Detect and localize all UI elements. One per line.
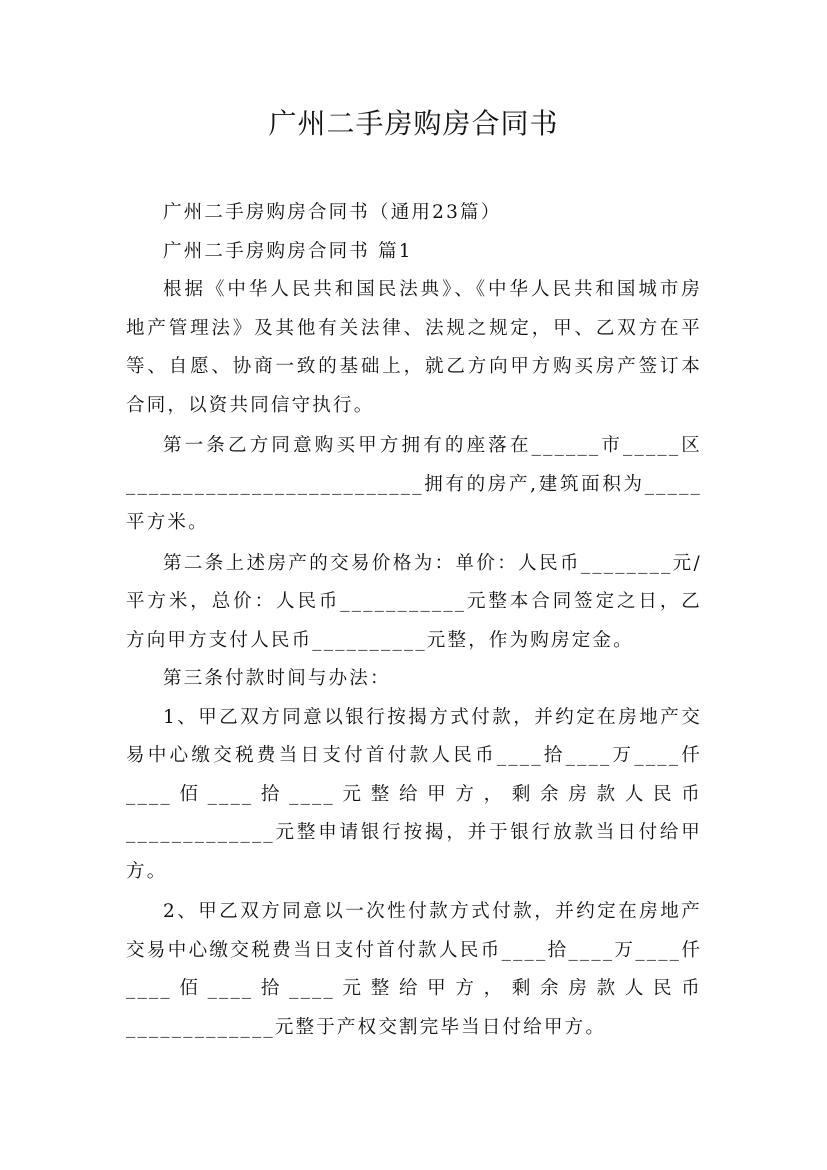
paragraph-article-3-heading: 第三条付款时间与办法： <box>163 668 391 689</box>
paragraph-payment-option-2: 2、甲乙双方同意以一次性付款方式付款，并约定在房地产交易中心缴交税费当日支付首付款人民币____拾____万____仟____佰____拾____元整给甲方，剩余房款人民币_____________元整于产权交割完毕当日付给甲方。 <box>126 901 702 1038</box>
paragraph-payment-option-1: 1、甲乙双方同意以银行按揭方式付款，并约定在房地产交易中心缴交税费当日支付首付款人民币____拾____万____仟____佰____拾____元整给甲方，剩余房款人民币_____________元整申请银行按揭，并于银行放款当日付给甲方。 <box>126 706 702 882</box>
paragraph-article-1: 第一条乙方同意购买甲方拥有的座落在______市_____区__________________________拥有的房产,建筑面积为_____平方米。 <box>126 435 702 533</box>
paragraph-preamble: 根据《中华人民共和国民法典》、《中华人民共和国城市房地产管理法》及其他有关法律、法规之规定，甲、乙双方在平等、自愿、协商一致的基础上，就乙方向甲方购买房产签订本合同，以资共同信守执行。 <box>126 279 702 416</box>
paragraph-article-2: 第二条上述房产的交易价格为：单价：人民币________元/平方米，总价：人民币___________元整本合同签定之日，乙方向甲方支付人民币__________元整，作为购房定金。 <box>126 552 702 651</box>
document-title: 广州二手房购房合同书 <box>268 107 559 140</box>
paragraph-collection-heading: 广州二手房购房合同书（通用23篇） <box>163 202 502 223</box>
document-body <box>126 194 702 1047</box>
paragraph-chapter-heading: 广州二手房购房合同书 篇1 <box>163 240 413 262</box>
